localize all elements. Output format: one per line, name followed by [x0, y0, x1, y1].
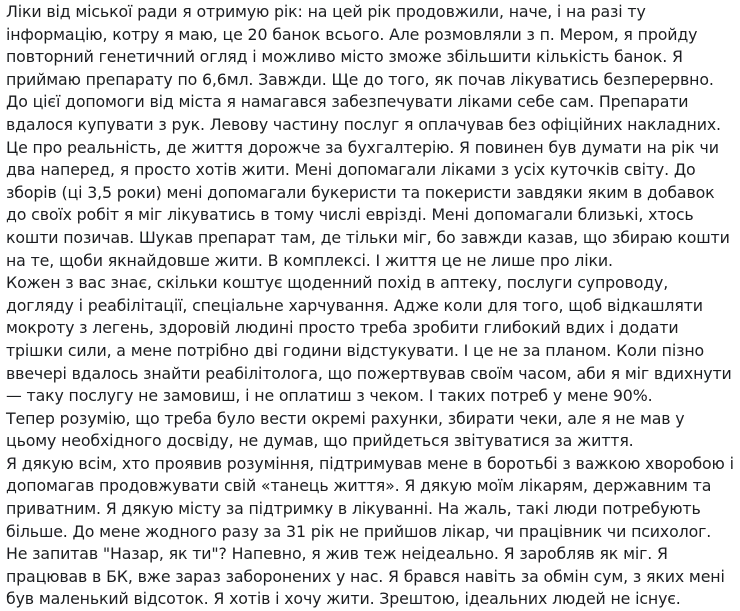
- paragraph-medicine: Ліки від міської ради я отримую рік: на цей рік продовжили, наче, і на разі ту інформацію, котру я маю, це 20 банок всього. Але розмовляли з п. Мером, я пройду повторний генетичний огляд і можливо місто зможе збільшити кількість банок. Я приймаю препарату по 6,6мл. Завжди. Ще до того, як почав лікуватись безперервно. До цієї допомоги від міста я намагався забезпечувати ліками себе сам. Препарати вдалося купувати з рук. Левову частину послуг я оплачував без офіційних накладних. Це про реальність, де життя дорожче за бухгалтерію. Я повинен був думати на рік чи два наперед, я просто хотів жити. Мені допомагали ліками з усіх куточків світу. До зборів (ці 3,5 роки) мені допомагали букеристи та покеристи завдяки яким в добавок до своїх робіт я міг лікуватись в тому числі еврізді. Мені допомагали близькі, хтось кошти позичав. Шукав препарат там, де тільки міг, бо завжди казав, що збираю кошти на те, щоби якнайдовше жити. В комплексі. І життя це не лише про ліки.: [6, 2, 730, 270]
- paragraph-needs: Кожен з вас знає, скільки коштує щоденний похід в аптеку, послуги супроводу, догляду і реабілітації, спеціальне харчування. Адже коли для того, щоб відкашляти мокроту з легень, здоровій людині просто треба зробити глибокий вдих і додати трішки сили, а мене потрібно дві години відстукувати. І це не за планом. Коли пізно ввечері вдалось знайти реабілітолога, що пожертвував своїм часом, аби я міг вдихнути — таку послугу не замовиш, і не оплатиш з чеком. І таких потреб у мене 90%.: [6, 273, 732, 406]
- paragraph-accounts: Тепер розумію, що треба було вести окремі рахунки, збирати чеки, але я не мав у цьому необхідного досвіду, не думав, що прийдеться звітуватися за життя.: [6, 408, 685, 451]
- paragraph-gratitude: Я дякую всім, хто проявив розуміння, підтримував мене в боротьбі з важкою хворобою і допомагав продовжувати свій «танець життя». Я дякую моїм лікарям, державним та приватним. Я дякую місту за підтримку в лікуванні. На жаль, такі люди потребують більше. До мене жодного разу за 31 рік не прийшов лікар, чи працівник чи психолог. Не запитав "Назар, як ти"? Напевно, я жив теж неідеально. Я заробляв як міг. Я працював в БК, вже зараз заборонених у нас. Я брався навіть за обмін сум, з яких мені був маленький відсоток. Я хотів і хочу жити. Зрештою, ідеальних людей не існує.: [6, 453, 734, 609]
